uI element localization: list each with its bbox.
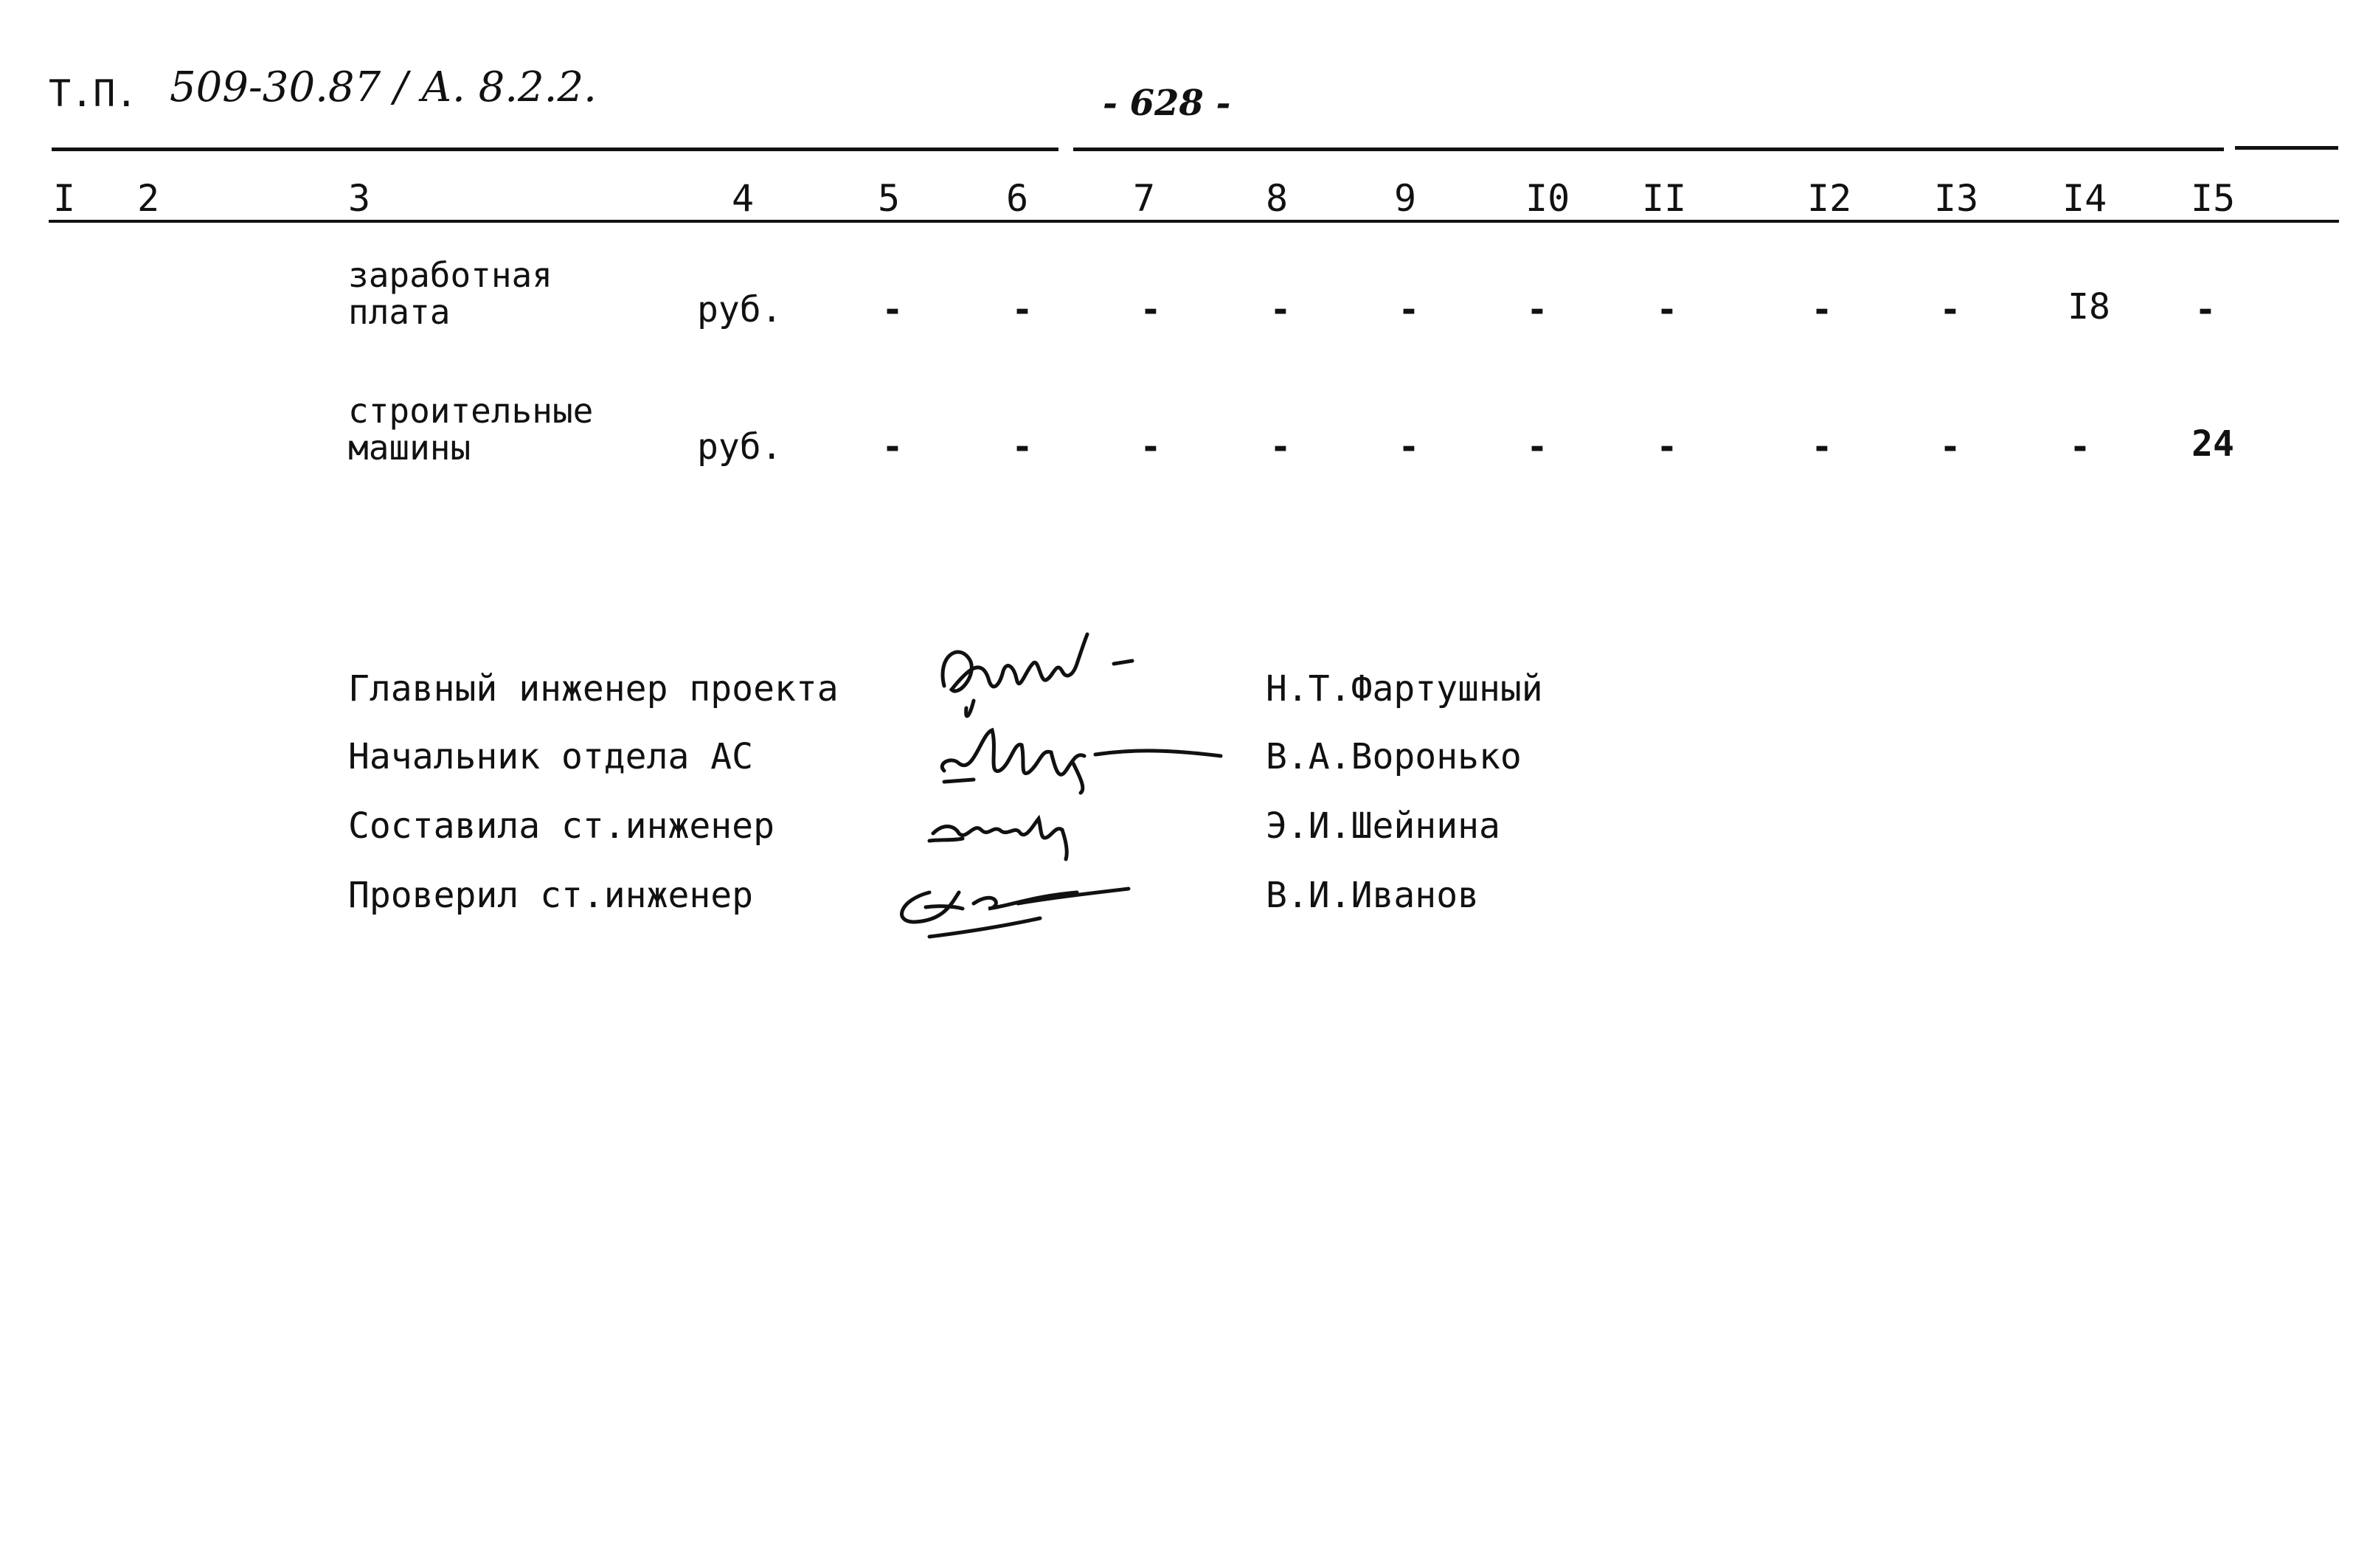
top-rule — [1073, 148, 2224, 151]
document-number: 509-30.87 / А. 8.2.2. — [170, 63, 597, 111]
signature-role: Составила ст.инженер — [348, 805, 774, 847]
top-rule — [2235, 146, 2338, 150]
unit-cell: руб. — [697, 289, 783, 330]
value-cell: - — [1269, 289, 1292, 330]
value-cell: - — [1656, 289, 1678, 330]
value-cell: - — [1269, 426, 1292, 468]
value-cell: - — [2069, 426, 2091, 468]
value-cell: - — [1398, 426, 1420, 468]
value-cell: - — [1526, 289, 1548, 330]
value-cell: - — [1811, 426, 1833, 468]
page-number: - 628 - — [1103, 83, 1231, 124]
header-rule — [49, 220, 2339, 223]
value-cell: - — [1011, 289, 1033, 330]
column-number: 5 — [878, 177, 901, 220]
value-cell: - — [1140, 289, 1162, 330]
column-number: I2 — [1807, 177, 1852, 220]
value-cell: - — [1939, 426, 1961, 468]
value-cell: - — [1811, 289, 1833, 330]
handwritten-signature — [929, 627, 1180, 730]
row-label-line: плата — [348, 292, 451, 332]
value-cell: - — [1656, 426, 1678, 468]
row-label — [348, 392, 593, 466]
value-cell: - — [1398, 289, 1420, 330]
signature-name: Н.Т.Фартушный — [1266, 668, 1543, 710]
value-cell: - — [1140, 426, 1162, 468]
column-number: 3 — [348, 177, 371, 220]
signature-name: В.А.Воронько — [1266, 736, 1522, 777]
value-cell: - — [1011, 426, 1033, 468]
handwritten-signature — [922, 797, 1084, 870]
value-cell: - — [1939, 289, 1961, 330]
signature-name: Э.И.Шейнина — [1266, 805, 1500, 847]
column-number: 7 — [1133, 177, 1156, 220]
column-number: I5 — [2191, 177, 2236, 220]
row-label-line: заработная — [348, 255, 552, 295]
column-number: 4 — [732, 177, 755, 220]
row-label — [348, 257, 552, 330]
signature-role: Начальник отдела АС — [348, 736, 754, 777]
top-rule — [52, 148, 1058, 151]
value-cell: 24 — [2191, 423, 2234, 465]
column-number: II — [1642, 177, 1687, 220]
column-number: I4 — [2062, 177, 2107, 220]
unit-cell: руб. — [697, 426, 783, 468]
column-number: 8 — [1266, 177, 1289, 220]
signature-role: Главный инженер проекта — [348, 668, 839, 710]
handwritten-signature — [929, 719, 1239, 808]
value-cell: - — [2194, 289, 2217, 330]
column-number: 2 — [137, 177, 160, 220]
value-cell: - — [881, 426, 904, 468]
handwritten-signature — [885, 863, 1151, 951]
column-number: I0 — [1525, 177, 1570, 220]
column-number: 9 — [1394, 177, 1417, 220]
value-cell: I8 — [2068, 286, 2110, 327]
signature-role: Проверил ст.инженер — [348, 875, 754, 916]
signature-name: В.И.Иванов — [1266, 875, 1479, 916]
column-number: I3 — [1934, 177, 1979, 220]
column-number: I — [53, 177, 76, 220]
column-number: 6 — [1006, 177, 1029, 220]
value-cell: - — [881, 289, 904, 330]
row-label-line: машины — [348, 428, 471, 468]
value-cell: - — [1526, 426, 1548, 468]
document-prefix: Т.П. — [49, 72, 138, 115]
row-label-line: строительные — [348, 391, 594, 431]
